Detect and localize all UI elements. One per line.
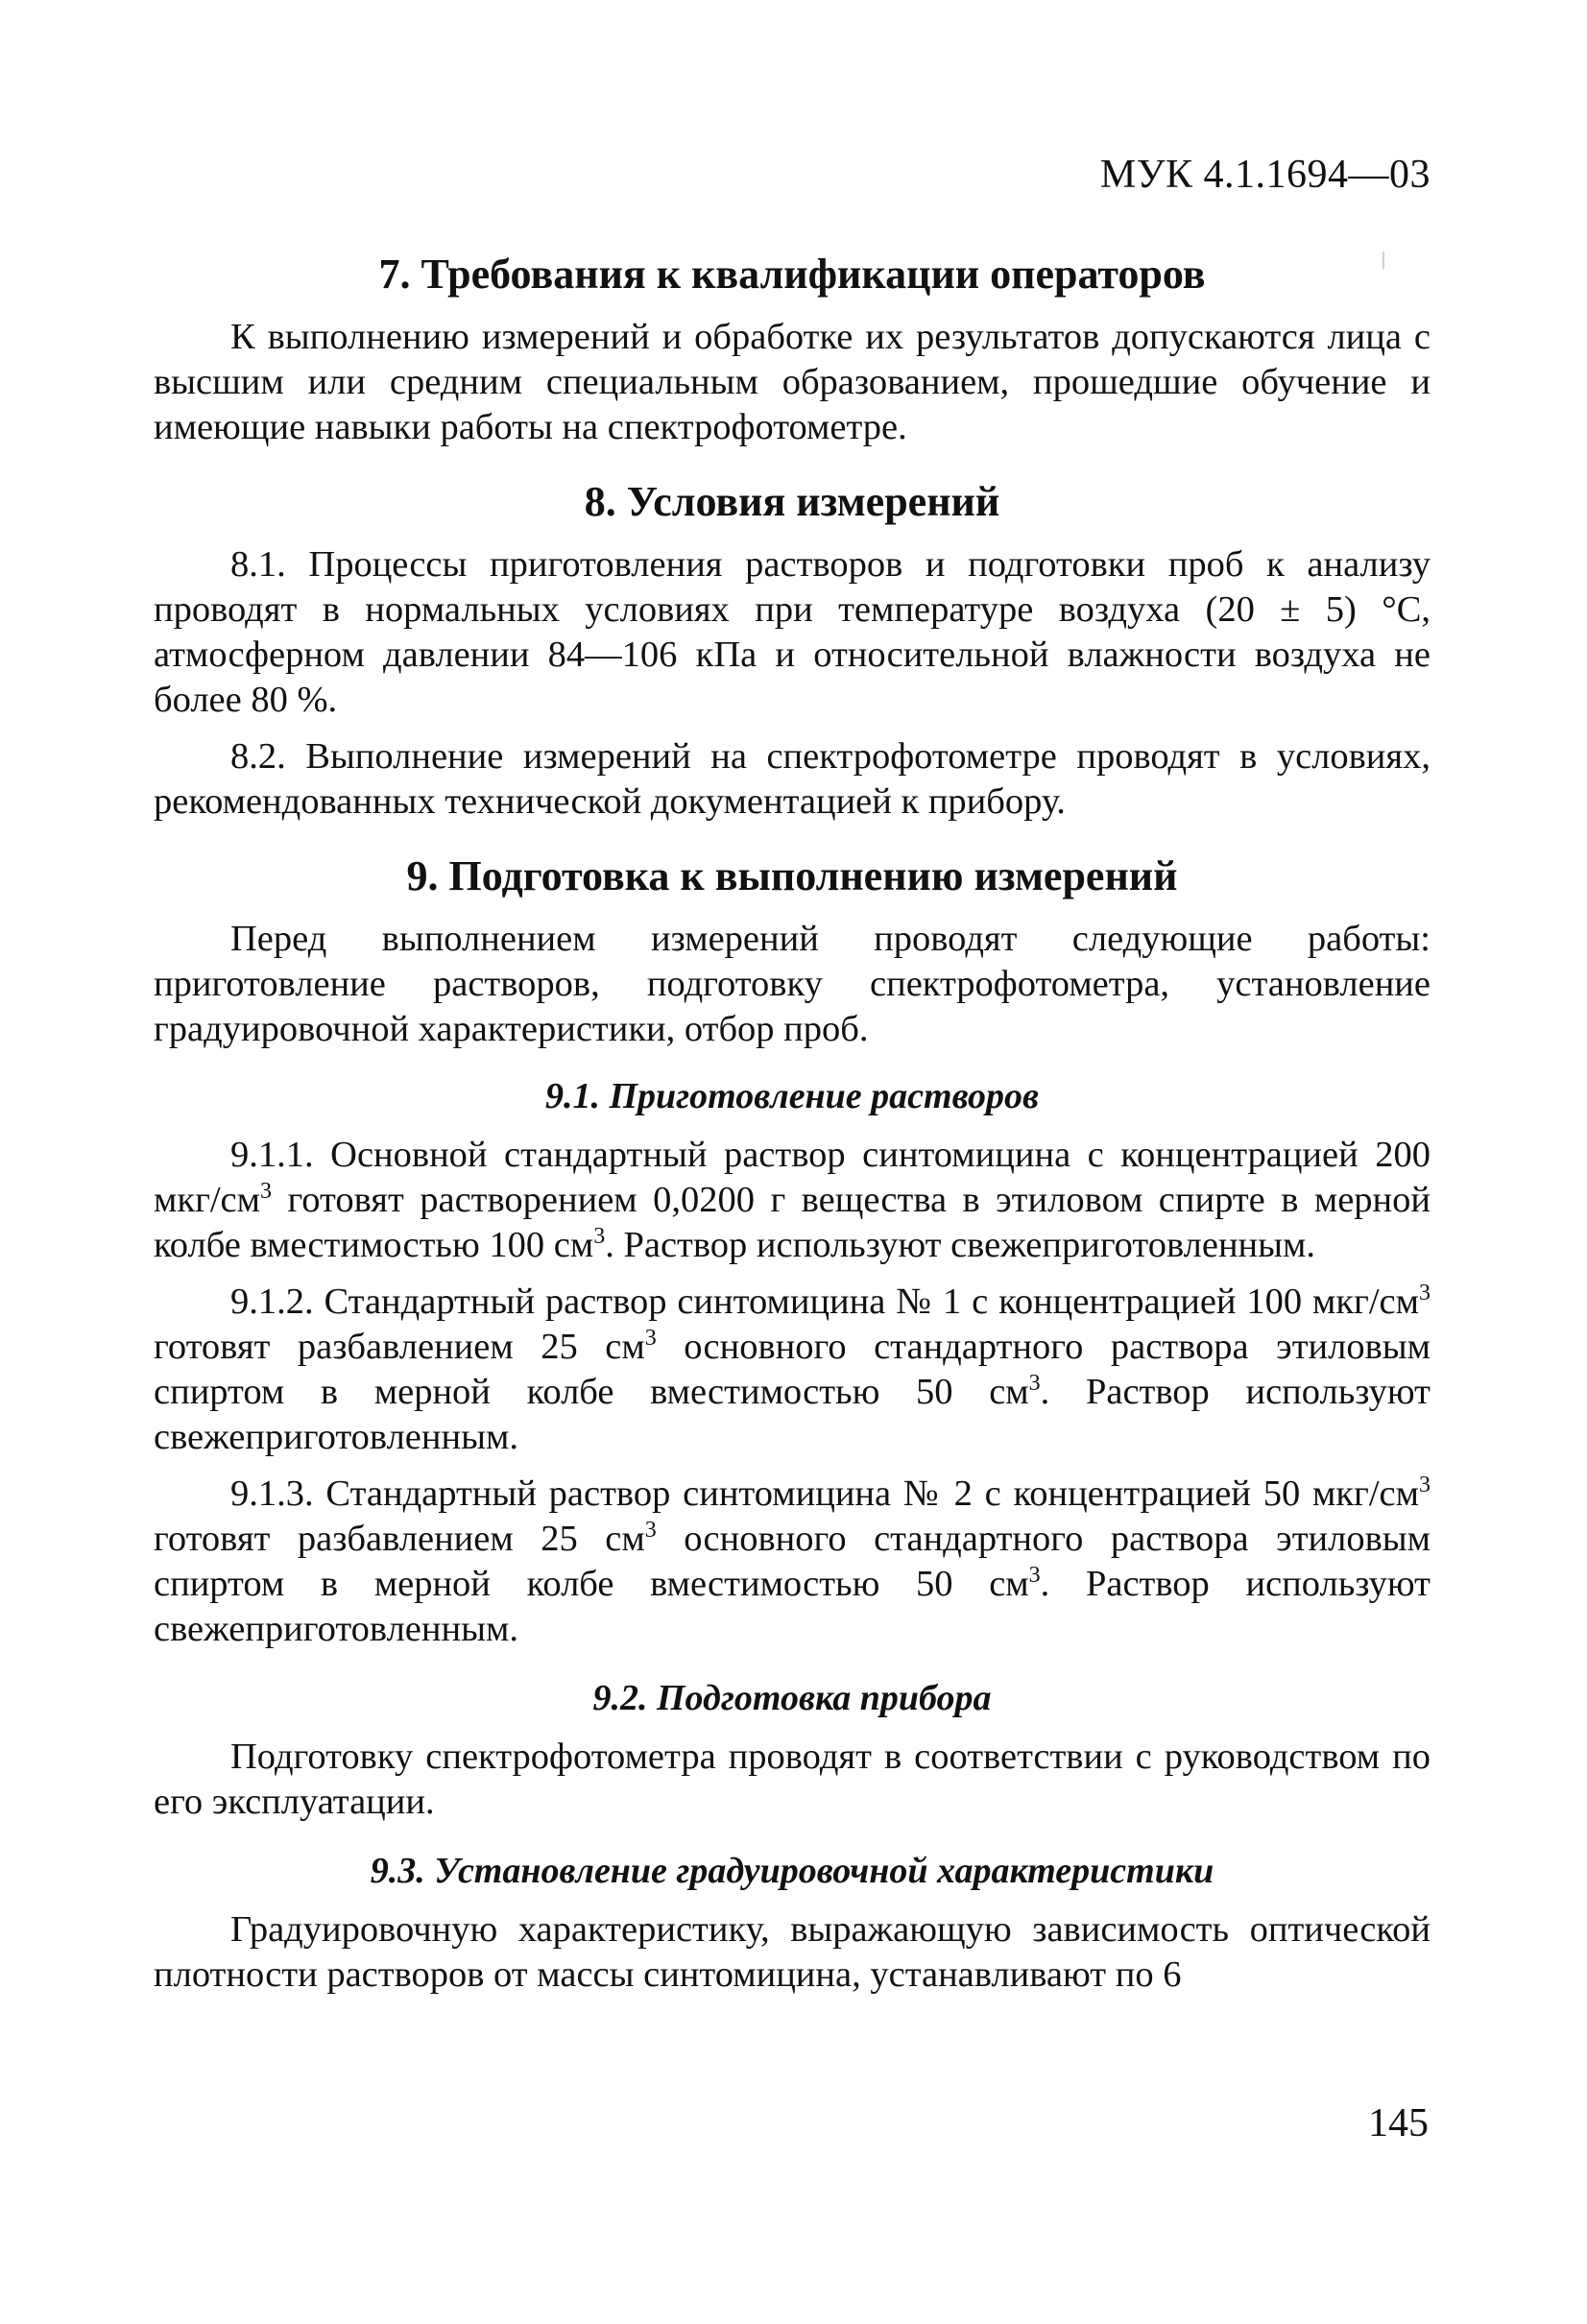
section-7-paragraph: К выполнению измерений и обработке их результатов допускаются лица с высшим или средним специальным образованием, прошедшие обучение и имеющие навыки работы на спектрофотометре. bbox=[154, 317, 1431, 447]
text-run: готовят растворением 0,0200 г вещества в этиловом спирте в мерной колбе вместимостью 100 см bbox=[154, 1180, 1431, 1265]
superscript: 3 bbox=[593, 1224, 606, 1250]
text-run: готовят разбавлением 25 см bbox=[154, 1327, 645, 1367]
paragraph-8-2: 8.2. Выполнение измерений на спектрофотометре проводят в условиях, рекомендованных технической документацией к прибору. bbox=[154, 736, 1431, 822]
text-run: . Раствор используют свежеприготовленным. bbox=[154, 1372, 1431, 1457]
text-run: 9.1.1. Основной стандартный раствор синтомицина с концентрацией 200 мкг/см bbox=[154, 1135, 1431, 1220]
text-run: 9.1.2. Стандартный раствор синтомицина № 1 с концентрацией 100 мкг/см bbox=[230, 1282, 1419, 1322]
paragraph-9-2: Подготовку спектрофотометра проводят в соответствии с руководством по его эксплуатации. bbox=[154, 1737, 1431, 1822]
superscript: 3 bbox=[1028, 1371, 1041, 1397]
subsection-9-3-title: 9.3. Установление градуировочной характеристики bbox=[370, 1851, 1214, 1891]
superscript: 3 bbox=[644, 1518, 657, 1544]
paragraph-9-1-2 bbox=[154, 1280, 1431, 1460]
page-body bbox=[154, 144, 1431, 1998]
superscript: 3 bbox=[1028, 1563, 1041, 1589]
paragraph-9-1-3 bbox=[154, 1472, 1431, 1652]
superscript: 3 bbox=[1419, 1473, 1431, 1498]
subsection-9-1-title: 9.1. Приготовление растворов bbox=[544, 1076, 1040, 1116]
paragraph-8-1: 8.1. Процессы приготовления растворов и подготовки проб к анализу проводят в нормальных условиях при температуре воздуха (20 ± 5) °С, атмосферном давлении 84—106 кПа и относительной влажности воздуха не более 80 %. bbox=[154, 544, 1431, 720]
text-run: . Раствор используют свежеприготовленным. bbox=[605, 1225, 1316, 1265]
text-run: основного стандартного раствора этиловым спиртом в мерной колбе вместимостью 50 см bbox=[154, 1519, 1431, 1604]
section-9-intro: Перед выполнением измерений проводят следующие работы: приготовление растворов, подготовку спектрофотометра, установление градуировочной характеристики, отбор проб. bbox=[154, 919, 1431, 1049]
section-9-title: 9. Подготовка к выполнению измерений bbox=[406, 852, 1178, 899]
text-run: готовят разбавлением 25 см bbox=[154, 1519, 645, 1559]
superscript: 3 bbox=[1419, 1281, 1431, 1306]
text-run: 9.1.3. Стандартный раствор синтомицина № 2 с концентрацией 50 мкг/см bbox=[230, 1473, 1419, 1514]
subsection-9-2-title: 9.2. Подготовка прибора bbox=[592, 1678, 992, 1718]
superscript: 3 bbox=[260, 1179, 273, 1205]
text-run: основного стандартного раствора этиловым спиртом в мерной колбе вместимостью 50 см bbox=[154, 1327, 1431, 1412]
superscript: 3 bbox=[644, 1326, 657, 1352]
section-7-title: 7. Требования к квалификации операторов bbox=[378, 251, 1206, 298]
text-run: . Раствор используют свежеприготовленным. bbox=[154, 1564, 1431, 1649]
page-number: 145 bbox=[1368, 2101, 1429, 2145]
paragraph-9-3: Градуировочную характеристику, выражающую зависимость оптической плотности растворов от массы синтомицина, устанавливают по 6 bbox=[154, 1909, 1431, 1995]
document-code: МУК 4.1.1694—03 bbox=[1099, 153, 1431, 197]
spacer bbox=[154, 144, 1431, 248]
paragraph-9-1-1 bbox=[154, 1133, 1431, 1268]
section-8-title: 8. Условия измерений bbox=[584, 478, 1000, 525]
